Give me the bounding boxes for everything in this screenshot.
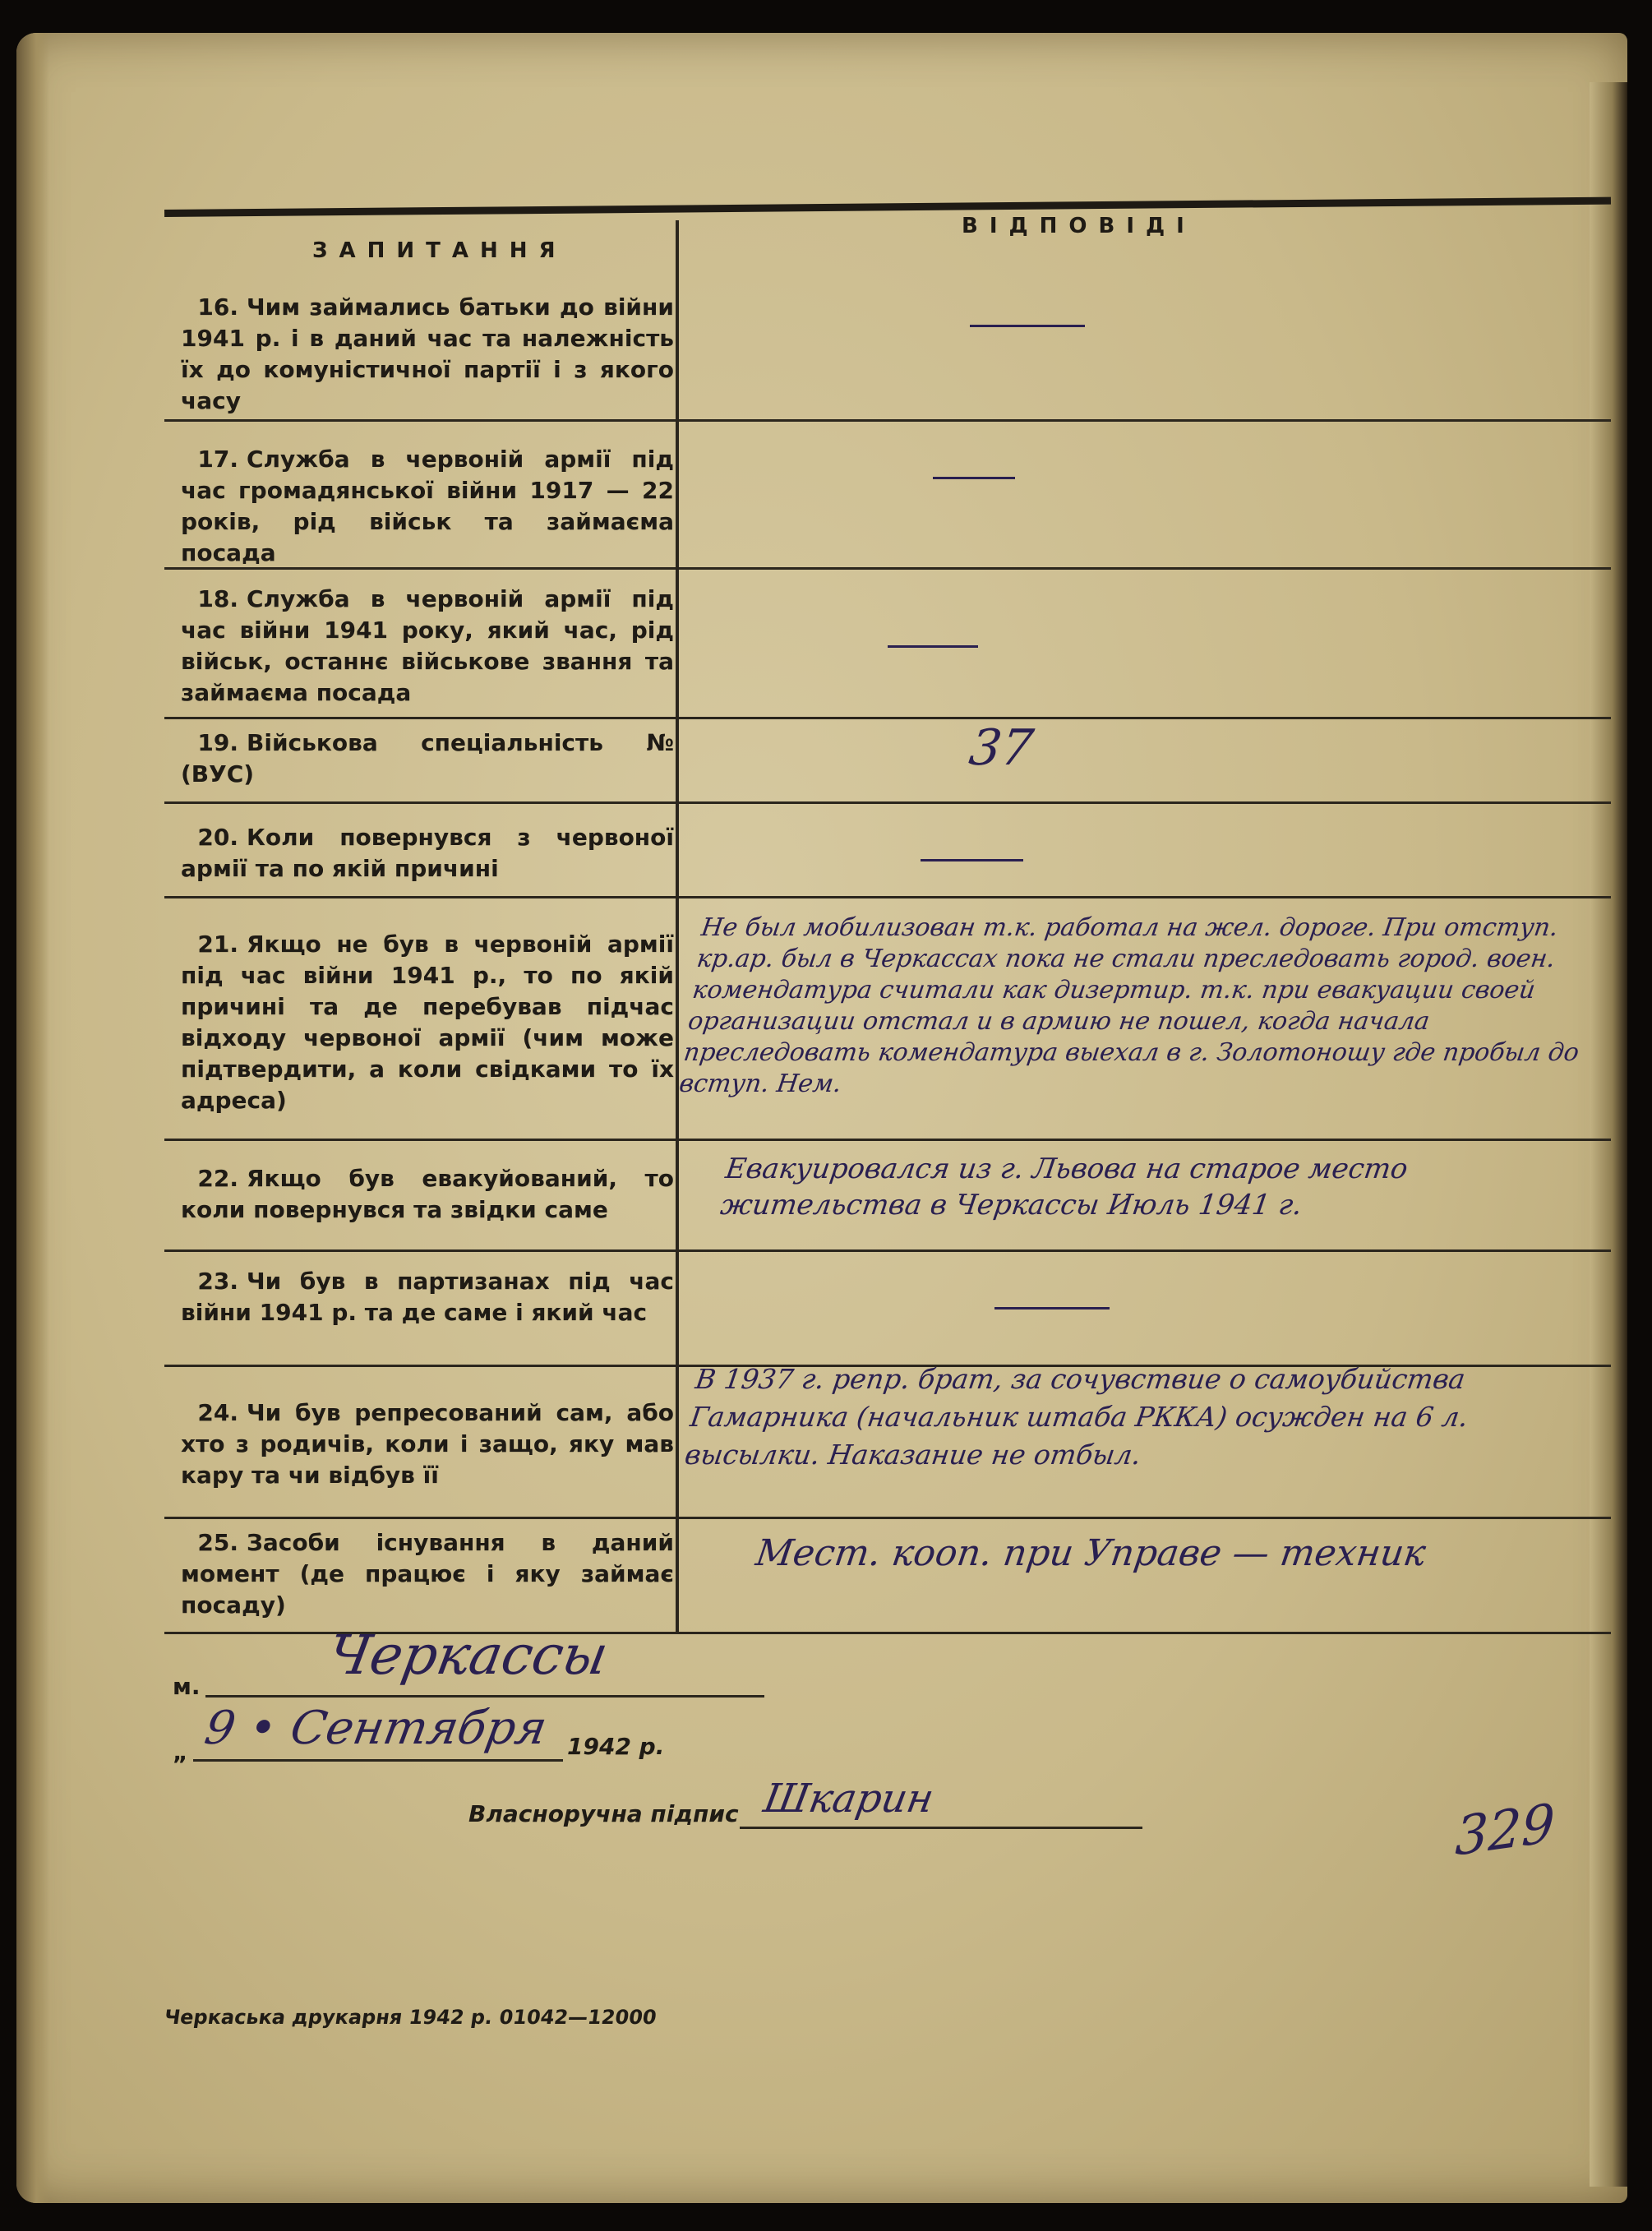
answers-header: ВІДПОВІДІ: [962, 214, 1196, 238]
answer-dash: [888, 645, 978, 648]
question-text: Якщо не був в червоній армії під час війни 1941 р., то по якій причині та де перебував підчас відходу червоної армії (чим може підтвердити, а коли свідками то їх адреса): [181, 931, 674, 1114]
row-divider: [164, 896, 1611, 898]
question-text: Чим займались батьки до війни 1941 р. і в даний час та належність їх до комуністичної партії і з якого часу: [181, 293, 674, 414]
answer-dash: [970, 325, 1085, 327]
question-number: 22.: [197, 1165, 238, 1192]
questions-header: ЗАПИТАННЯ: [312, 238, 567, 263]
row-divider: [164, 801, 1611, 804]
city-value: Черкассы: [323, 1624, 613, 1687]
question-23: [181, 1266, 674, 1328]
date-underline: [193, 1759, 563, 1762]
question-text: Якщо був евакуйований, то коли повернувся та звідки саме: [181, 1165, 674, 1223]
form-row-16: [181, 292, 1603, 423]
signature-underline: [740, 1827, 1142, 1829]
page-mark: 329: [1454, 1792, 1556, 1869]
answer-24: В 1937 г. репр. брат, за сочувствие о самоубийства Гамарника (начальник штаба РККА) осужден на 6 л. высылки. Наказание не отбыл.: [682, 1363, 1479, 1471]
answer-dash: [994, 1307, 1110, 1310]
row-divider: [164, 567, 1611, 570]
answer-dash: [921, 859, 1023, 861]
question-25: [181, 1527, 674, 1621]
question-number: 23.: [197, 1268, 238, 1295]
question-number: 19.: [197, 729, 238, 756]
signature-value: Шкарин: [760, 1776, 938, 1822]
question-24: [181, 1397, 674, 1491]
question-number: 21.: [197, 931, 238, 958]
answer-22: Евакуировался из г. Львова на старое место жительства в Черкассы Июль 1941 г.: [718, 1152, 1419, 1222]
form-row-24: [181, 1363, 1603, 1521]
form-row-25: [181, 1527, 1603, 1634]
form-row-22: [181, 1152, 1603, 1254]
binding-spine: [16, 33, 49, 2203]
date-value: 9 • Сентября: [201, 1702, 551, 1755]
question-20: [181, 822, 674, 885]
row-divider: [164, 1517, 1611, 1519]
question-text: Коли повернувся з червоної армії та по якій причині: [181, 824, 674, 882]
form-row-20: [181, 822, 1603, 912]
answer-21: Не был мобилизован т.к. работал на жел. дороге. При отступ. кр.ар. был в Черкассах пока не стали преследовать город. воен. комендатура считали как дизертир. т.к. при евакуации своей организации отстал и в армию не пошел, когда начала преследовать комендатура выехал в г. Золотоношу где пробыл до вступ. Нем.: [677, 913, 1589, 1098]
question-16: [181, 292, 674, 417]
city-underline: [205, 1695, 764, 1698]
answer-25: Мест. кооп. при Управе — техник: [753, 1532, 1428, 1574]
question-21: [181, 929, 674, 1116]
question-number: 18.: [197, 585, 238, 612]
question-18: [181, 584, 674, 709]
question-22: [181, 1163, 674, 1226]
form-row-21: [181, 913, 1603, 1134]
question-text: Чи був репресований сам, або хто з родичів, коли і защо, яку мав кару та чи відбув її: [181, 1399, 674, 1489]
city-prefix: м.: [173, 1673, 201, 1700]
question-number: 16.: [197, 293, 238, 321]
date-prefix: „: [173, 1739, 188, 1766]
question-number: 25.: [197, 1529, 238, 1556]
question-number: 17.: [197, 446, 238, 473]
question-number: 20.: [197, 824, 238, 851]
row-divider: [164, 1139, 1611, 1141]
row-divider: [164, 419, 1611, 422]
question-text: Засоби існування в даний момент (де працює і яку займає посаду): [181, 1529, 674, 1619]
form-row-19: [181, 719, 1603, 806]
row-divider: [164, 1249, 1611, 1252]
question-text: Чи був в партизанах під час війни 1941 р. та де саме і який час: [181, 1268, 674, 1326]
printer-imprint: Черкаська друкарня 1942 р. 01042—12000: [163, 2006, 658, 2029]
year-suffix: 1942 р.: [567, 1733, 665, 1760]
row-divider: [164, 717, 1611, 719]
question-number: 24.: [197, 1399, 238, 1426]
question-19: [181, 728, 674, 790]
question-text: Служба в червоній армії під час громадянської війни 1917 — 22 років, рід військ та займаєма посада: [181, 446, 674, 566]
form-row-17: [181, 444, 1603, 567]
answer-dash: [933, 477, 1015, 479]
question-text: Служба в червоній армії під час війни 1941 року, який час, рід військ, останнє військове звання та займаєма посада: [181, 585, 674, 706]
signature-label: Власноручна підпис: [468, 1800, 739, 1827]
answer-19: 37: [966, 719, 1037, 777]
question-text: Військова спеціальність № (ВУС): [181, 729, 674, 788]
question-17: [181, 444, 674, 569]
form-row-18: [181, 584, 1603, 715]
